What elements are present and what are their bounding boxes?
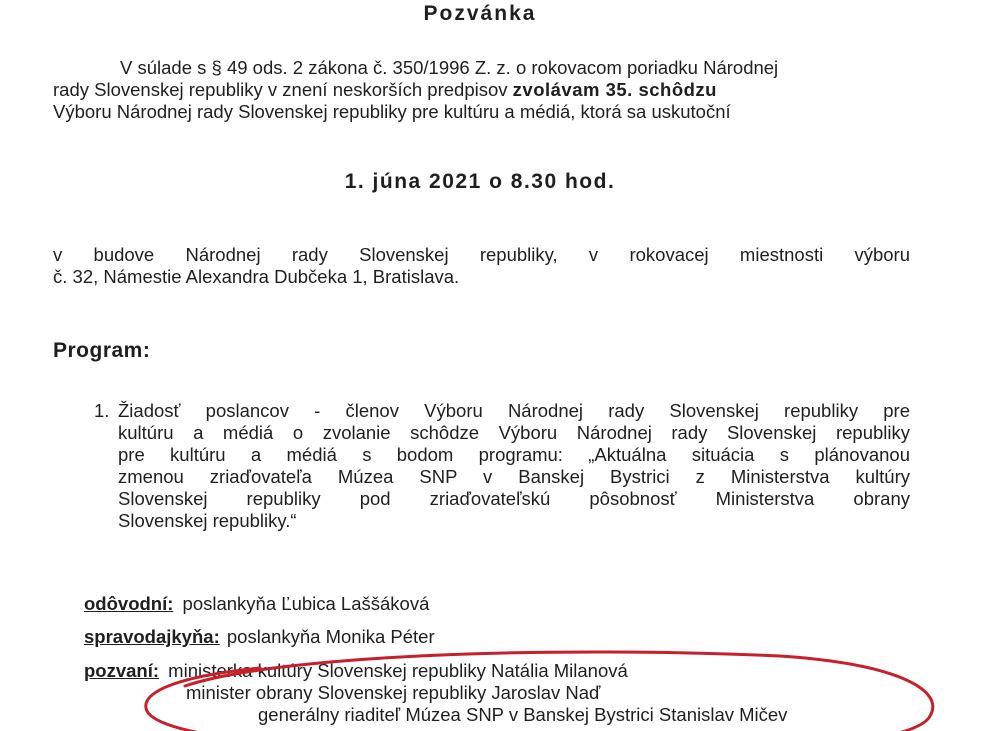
document-title: Pozvánka xyxy=(423,2,537,25)
invited-person: generálny riaditeľ Múzea SNP v Banskej Bystrici Stanislav Mičev xyxy=(258,704,788,725)
meeting-datetime: 1. júna 2021 o 8.30 hod. xyxy=(344,170,616,193)
intro-line-3: Výboru Národnej rady Slovenskej republiky pre kultúru a médiá, ktorá sa uskutoční xyxy=(53,101,731,122)
intro-line-1: V súlade s § 49 ods. 2 zákona č. 350/1996 Z. z. o rokovacom poriadku Národnej xyxy=(120,57,779,78)
program-item-number: 1. xyxy=(94,400,110,421)
presenter-value: poslankyňa Ľubica Laššáková xyxy=(182,593,430,614)
intro-line-2-bold: zvolávam 35. schôdzu xyxy=(512,79,717,100)
invited-label: pozvaní: xyxy=(84,660,160,681)
program-item-line: Žiadosť poslancov - členov Výboru Národnej rady Slovenskej republiky pre xyxy=(118,400,910,421)
presenter-row xyxy=(84,593,429,615)
program-item-line: zmenou zriaďovateľa Múzea SNP v Banskej Bystrici z Ministerstva kultúry xyxy=(118,466,910,487)
invited-person: minister obrany Slovenskej republiky Jaroslav Naď xyxy=(186,682,601,703)
invited-row xyxy=(84,660,628,682)
program-item-line: Slovenskej republiky pod zriaďovateľskú pôsobnosť Ministerstva obrany xyxy=(118,488,910,509)
rapporteur-value: poslankyňa Monika Péter xyxy=(226,626,435,647)
program-heading: Program: xyxy=(53,339,151,362)
intro-line-2-text: rady Slovenskej republiky v znení neskorších predpisov xyxy=(53,79,513,100)
program-item-line: kultúru a médiá o zvolanie schôdze Výboru Národnej rady Slovenskej republiky xyxy=(118,422,910,443)
intro-line-2 xyxy=(53,79,717,101)
rapporteur-row xyxy=(84,626,435,648)
invited-person: ministerka kultúry Slovenskej republiky Natália Milanová xyxy=(168,660,628,681)
program-item-line: Slovenskej republiky.“ xyxy=(118,510,297,531)
presenter-label: odôvodní: xyxy=(84,593,174,614)
program-item-line: pre kultúru a médiá s bodom programu: „Aktuálna situácia s plánovanou xyxy=(118,444,910,465)
location-line-1: v budove Národnej rady Slovenskej republiky, v rokovacej miestnosti výboru xyxy=(53,244,910,265)
rapporteur-label: spravodajkyňa: xyxy=(84,626,220,647)
location-line-2: č. 32, Námestie Alexandra Dubčeka 1, Bratislava. xyxy=(53,266,460,287)
